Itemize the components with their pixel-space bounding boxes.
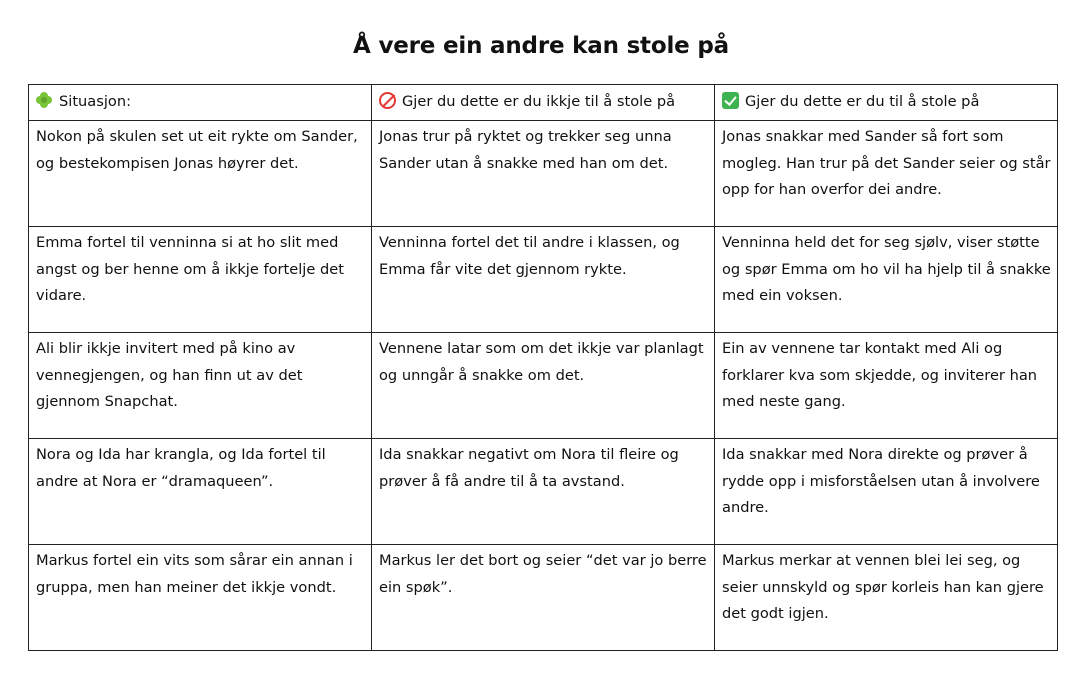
situation-cell: Markus fortel ein vits som sårar ein annan i gruppa, men han meiner det ikkje vondt. <box>29 545 372 651</box>
page-title: Å vere ein andre kan stole på <box>353 33 729 59</box>
trustworthy-cell: Markus merkar at vennen blei lei seg, og seier unnskyld og spør korleis han kan gjere det godt igjen. <box>715 545 1058 651</box>
untrustworthy-cell: Markus ler det bort og seier “det var jo berre ein spøk”. <box>372 545 715 651</box>
trustworthy-cell: Ida snakkar med Nora direkte og prøver å rydde opp i misforståelsen utan å involvere andre. <box>715 439 1058 545</box>
header-label: Gjer du dette er du ikkje til å stole på <box>402 93 676 111</box>
table-row <box>29 545 1058 651</box>
header-trustworthy <box>715 85 1058 121</box>
trustworthy-cell: Ein av vennene tar kontakt med Ali og forklarer kva som skjedde, og inviterer han med neste gang. <box>715 333 1058 439</box>
header-untrustworthy <box>372 85 715 121</box>
situation-cell: Emma fortel til venninna si at ho slit med angst og ber henne om å ikkje fortelje det vidare. <box>29 227 372 333</box>
situation-cell: Nokon på skulen set ut eit rykte om Sander, og bestekompisen Jonas høyrer det. <box>29 121 372 227</box>
untrustworthy-cell: Ida snakkar negativt om Nora til fleire og prøver å få andre til å ta avstand. <box>372 439 715 545</box>
four-leaf-clover-icon <box>36 92 53 109</box>
situation-cell: Ali blir ikkje invitert med på kino av vennegjengen, og han finn ut av det gjennom Snapchat. <box>29 333 372 439</box>
header-situation <box>29 85 372 121</box>
situation-cell: Nora og Ida har krangla, og Ida fortel til andre at Nora er “dramaqueen”. <box>29 439 372 545</box>
table-header-row <box>29 85 1058 121</box>
header-label: Situasjon: <box>59 93 131 111</box>
untrustworthy-cell: Venninna fortel det til andre i klassen, og Emma får vite det gjennom rykte. <box>372 227 715 333</box>
header-label: Gjer du dette er du til å stole på <box>745 93 980 111</box>
check-mark-icon <box>722 92 739 109</box>
table-row <box>29 121 1058 227</box>
trustworthy-cell: Venninna held det for seg sjølv, viser støtte og spør Emma om ho vil ha hjelp til å snakke med ein voksen. <box>715 227 1058 333</box>
no-entry-icon <box>379 92 396 109</box>
trustworthy-cell: Jonas snakkar med Sander så fort som mogleg. Han trur på det Sander seier og står opp for han overfor dei andre. <box>715 121 1058 227</box>
table-row <box>29 439 1058 545</box>
untrustworthy-cell: Jonas trur på ryktet og trekker seg unna Sander utan å snakke med han om det. <box>372 121 715 227</box>
table-row <box>29 227 1058 333</box>
trust-situations-table <box>28 84 1058 651</box>
table-row <box>29 333 1058 439</box>
untrustworthy-cell: Vennene latar som om det ikkje var planlagt og unngår å snakke om det. <box>372 333 715 439</box>
